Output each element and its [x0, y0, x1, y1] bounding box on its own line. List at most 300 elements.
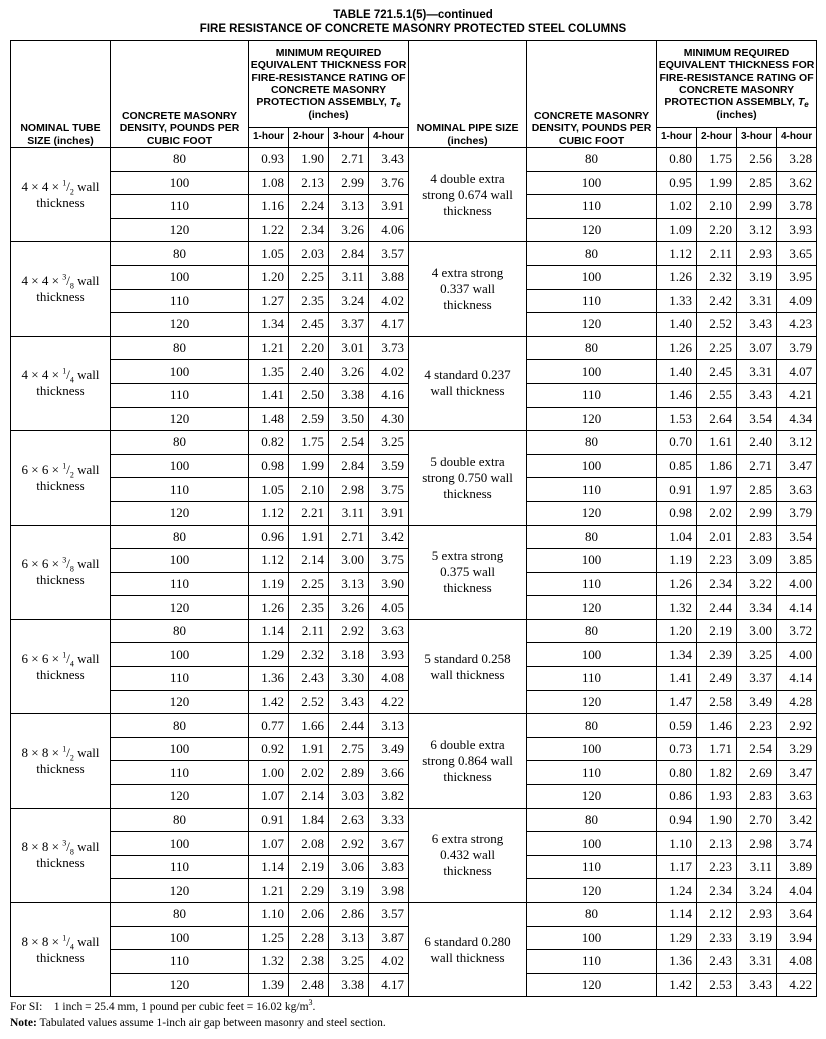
thickness-cell: 1.42: [657, 973, 697, 997]
thickness-cell: 1.35: [249, 360, 289, 384]
thickness-cell: 3.24: [329, 289, 369, 313]
pipe-size-cell: 4 double extra strong 0.674 wall thickness: [409, 148, 527, 242]
header-tube-size: NOMINAL TUBE SIZE (inches): [11, 41, 111, 148]
density-cell: 80: [111, 336, 249, 360]
thickness-cell: 1.07: [249, 785, 289, 809]
tube-size-denominator: 2: [69, 470, 74, 480]
header-thickness-var: T: [797, 96, 805, 109]
density-cell: 110: [527, 950, 657, 974]
density-cell: 120: [111, 407, 249, 431]
thickness-cell: 1.46: [697, 714, 737, 738]
thickness-cell: 1.04: [657, 525, 697, 549]
tube-size-numerator: 1: [62, 367, 67, 377]
thickness-cell: 1.14: [249, 855, 289, 879]
thickness-cell: 4.09: [777, 289, 817, 313]
pipe-size-cell: 6 extra strong 0.432 wall thickness: [409, 808, 527, 902]
thickness-cell: 4.00: [777, 572, 817, 596]
thickness-cell: 0.98: [249, 454, 289, 478]
thickness-cell: 3.31: [737, 289, 777, 313]
thickness-cell: 2.42: [697, 289, 737, 313]
density-cell: 110: [111, 761, 249, 785]
density-cell: 80: [527, 336, 657, 360]
thickness-cell: 1.12: [249, 501, 289, 525]
thickness-cell: 3.54: [737, 407, 777, 431]
thickness-cell: 4.17: [369, 313, 409, 337]
fraction-slash: /: [66, 839, 70, 855]
thickness-cell: 1.42: [249, 690, 289, 714]
thickness-cell: 1.24: [657, 879, 697, 903]
thickness-cell: 3.75: [369, 478, 409, 502]
thickness-cell: 0.59: [657, 714, 697, 738]
tube-size-base: 8 × 8 ×: [21, 839, 63, 855]
thickness-cell: 3.43: [329, 690, 369, 714]
thickness-cell: 3.90: [369, 572, 409, 596]
density-cell: 120: [527, 218, 657, 242]
thickness-cell: 2.24: [289, 195, 329, 219]
tube-size-base: 4 × 4 ×: [21, 178, 63, 194]
thickness-cell: 1.36: [249, 667, 289, 691]
thickness-cell: 3.47: [777, 761, 817, 785]
thickness-cell: 1.05: [249, 242, 289, 266]
tube-size-cell: [11, 903, 111, 997]
thickness-cell: 4.28: [777, 690, 817, 714]
thickness-cell: 2.54: [329, 431, 369, 455]
thickness-cell: 2.20: [289, 336, 329, 360]
thickness-cell: 1.91: [289, 737, 329, 761]
density-cell: 110: [111, 478, 249, 502]
tube-size-tail: wall thickness: [36, 273, 100, 305]
thickness-cell: 2.12: [697, 903, 737, 927]
density-cell: 120: [111, 879, 249, 903]
density-cell: 100: [111, 265, 249, 289]
thickness-cell: 2.85: [737, 171, 777, 195]
thickness-cell: 0.94: [657, 808, 697, 832]
thickness-cell: 1.00: [249, 761, 289, 785]
table-row: [11, 714, 817, 738]
thickness-cell: 2.10: [697, 195, 737, 219]
thickness-cell: 2.86: [329, 903, 369, 927]
table-row: [11, 525, 817, 549]
thickness-cell: 3.79: [777, 501, 817, 525]
thickness-cell: 1.99: [697, 171, 737, 195]
thickness-cell: 2.92: [777, 714, 817, 738]
header-thickness-sub: e: [396, 100, 401, 110]
thickness-cell: 3.18: [329, 643, 369, 667]
tube-size-cell: [11, 714, 111, 808]
tube-size-cell: [11, 148, 111, 242]
thickness-cell: 1.90: [697, 808, 737, 832]
fraction-slash: /: [66, 273, 70, 289]
thickness-cell: 2.13: [697, 832, 737, 856]
thickness-cell: 2.32: [289, 643, 329, 667]
thickness-cell: 3.13: [329, 195, 369, 219]
thickness-cell: 3.43: [737, 973, 777, 997]
thickness-cell: 4.23: [777, 313, 817, 337]
thickness-cell: 3.78: [777, 195, 817, 219]
tube-size-tail: wall thickness: [36, 839, 100, 871]
density-cell: 80: [527, 714, 657, 738]
density-cell: 100: [111, 643, 249, 667]
table-header: [11, 41, 817, 148]
thickness-cell: 0.77: [249, 714, 289, 738]
thickness-cell: 3.63: [777, 478, 817, 502]
density-cell: 100: [111, 454, 249, 478]
thickness-cell: 3.07: [737, 336, 777, 360]
thickness-cell: 1.75: [289, 431, 329, 455]
density-cell: 80: [527, 903, 657, 927]
thickness-cell: 1.41: [249, 383, 289, 407]
thickness-cell: 2.40: [289, 360, 329, 384]
table-row: [11, 619, 817, 643]
thickness-cell: 1.97: [697, 478, 737, 502]
density-cell: 80: [527, 619, 657, 643]
density-cell: 80: [527, 431, 657, 455]
thickness-cell: 1.08: [249, 171, 289, 195]
thickness-cell: 3.98: [369, 879, 409, 903]
tube-size-tail: wall thickness: [36, 744, 100, 776]
thickness-cell: 0.92: [249, 737, 289, 761]
thickness-cell: 0.70: [657, 431, 697, 455]
thickness-cell: 1.86: [697, 454, 737, 478]
thickness-cell: 2.33: [697, 926, 737, 950]
thickness-cell: 1.05: [249, 478, 289, 502]
density-cell: 120: [111, 785, 249, 809]
thickness-cell: 3.59: [369, 454, 409, 478]
thickness-cell: 2.23: [697, 855, 737, 879]
pipe-size-cell: 5 extra strong 0.375 wall thickness: [409, 525, 527, 619]
thickness-cell: 2.39: [697, 643, 737, 667]
thickness-cell: 3.57: [369, 903, 409, 927]
thickness-cell: 3.67: [369, 832, 409, 856]
thickness-cell: 3.31: [737, 360, 777, 384]
thickness-cell: 1.75: [697, 148, 737, 172]
thickness-cell: 1.26: [657, 265, 697, 289]
thickness-cell: 3.63: [777, 785, 817, 809]
thickness-cell: 4.04: [777, 879, 817, 903]
density-cell: 100: [111, 737, 249, 761]
thickness-cell: 3.22: [737, 572, 777, 596]
thickness-cell: 2.01: [697, 525, 737, 549]
thickness-cell: 1.21: [249, 879, 289, 903]
thickness-cell: 2.98: [329, 478, 369, 502]
thickness-cell: 1.34: [657, 643, 697, 667]
thickness-cell: 3.30: [329, 667, 369, 691]
thickness-cell: 1.84: [289, 808, 329, 832]
thickness-cell: 2.52: [289, 690, 329, 714]
thickness-cell: 2.08: [289, 832, 329, 856]
thickness-cell: 1.12: [657, 242, 697, 266]
thickness-cell: 3.12: [737, 218, 777, 242]
thickness-cell: 2.44: [697, 596, 737, 620]
thickness-cell: 1.27: [249, 289, 289, 313]
thickness-cell: 3.00: [737, 619, 777, 643]
tube-size-numerator: 1: [62, 933, 67, 943]
thickness-cell: 0.95: [657, 171, 697, 195]
density-cell: 100: [111, 171, 249, 195]
thickness-cell: 3.11: [329, 265, 369, 289]
thickness-cell: 3.26: [329, 596, 369, 620]
thickness-cell: 3.93: [369, 643, 409, 667]
thickness-cell: 3.37: [329, 313, 369, 337]
density-cell: 120: [111, 596, 249, 620]
thickness-cell: 2.64: [697, 407, 737, 431]
density-cell: 120: [111, 690, 249, 714]
pipe-size-cell: 4 extra strong 0.337 wall thickness: [409, 242, 527, 336]
density-cell: 110: [111, 289, 249, 313]
thickness-cell: 1.71: [697, 737, 737, 761]
thickness-cell: 0.91: [249, 808, 289, 832]
thickness-cell: 3.62: [777, 171, 817, 195]
thickness-cell: 1.26: [657, 336, 697, 360]
header-thickness-sub: e: [804, 100, 809, 110]
density-cell: 100: [527, 737, 657, 761]
tube-size-cell: [11, 808, 111, 902]
thickness-cell: 2.48: [289, 973, 329, 997]
thickness-cell: 1.17: [657, 855, 697, 879]
thickness-cell: 3.43: [737, 313, 777, 337]
density-cell: 80: [111, 714, 249, 738]
thickness-cell: 1.48: [249, 407, 289, 431]
tube-size-denominator: 4: [69, 376, 74, 386]
table-row: [11, 242, 817, 266]
header-thickness-unit: (inches): [308, 108, 349, 121]
thickness-cell: 1.66: [289, 714, 329, 738]
thickness-cell: 1.14: [657, 903, 697, 927]
tube-size-cell: [11, 242, 111, 336]
thickness-cell: 2.43: [289, 667, 329, 691]
thickness-cell: 1.02: [657, 195, 697, 219]
thickness-cell: 2.75: [329, 737, 369, 761]
thickness-cell: 1.40: [657, 360, 697, 384]
density-cell: 100: [527, 926, 657, 950]
density-cell: 100: [111, 926, 249, 950]
thickness-cell: 2.71: [329, 148, 369, 172]
thickness-cell: 1.22: [249, 218, 289, 242]
thickness-cell: 3.75: [369, 549, 409, 573]
header-hour-right: 3-hour: [737, 128, 777, 148]
table-title: TABLE 721.5.1(5)—continued: [333, 9, 493, 21]
header-density-right: CONCRETE MASONRY DENSITY, POUNDS PER CUBIC FOOT: [527, 41, 657, 148]
density-cell: 120: [527, 407, 657, 431]
thickness-cell: 1.10: [249, 903, 289, 927]
thickness-cell: 2.11: [697, 242, 737, 266]
thickness-cell: 3.42: [777, 808, 817, 832]
thickness-cell: 2.54: [737, 737, 777, 761]
tube-size-base: 6 × 6 ×: [21, 461, 63, 477]
thickness-cell: 1.91: [289, 525, 329, 549]
thickness-cell: 2.19: [289, 855, 329, 879]
density-cell: 120: [111, 218, 249, 242]
thickness-cell: 2.19: [697, 619, 737, 643]
thickness-cell: 3.12: [777, 431, 817, 455]
density-cell: 110: [111, 383, 249, 407]
header-pipe-size: NOMINAL PIPE SIZE (inches): [409, 41, 527, 148]
thickness-cell: 3.65: [777, 242, 817, 266]
tube-size-denominator: 8: [69, 281, 74, 291]
thickness-cell: 2.23: [737, 714, 777, 738]
thickness-cell: 3.79: [777, 336, 817, 360]
tube-size-numerator: 1: [62, 178, 67, 188]
thickness-cell: 4.06: [369, 218, 409, 242]
tube-size-denominator: 4: [69, 942, 74, 952]
thickness-cell: 3.49: [369, 737, 409, 761]
density-cell: 120: [527, 596, 657, 620]
thickness-cell: 1.26: [657, 572, 697, 596]
density-cell: 120: [527, 785, 657, 809]
density-cell: 100: [527, 643, 657, 667]
thickness-cell: 1.19: [657, 549, 697, 573]
density-cell: 110: [111, 950, 249, 974]
thickness-cell: 2.02: [289, 761, 329, 785]
tube-size-denominator: 8: [69, 847, 74, 857]
thickness-cell: 4.22: [777, 973, 817, 997]
tube-size-tail: wall thickness: [36, 650, 100, 682]
density-cell: 100: [527, 832, 657, 856]
density-cell: 100: [527, 360, 657, 384]
thickness-cell: 3.47: [777, 454, 817, 478]
density-cell: 110: [527, 383, 657, 407]
tube-size-cell: [11, 336, 111, 430]
thickness-cell: 4.02: [369, 950, 409, 974]
pipe-size-cell: 5 double extra strong 0.750 wall thickness: [409, 431, 527, 525]
thickness-cell: 3.38: [329, 383, 369, 407]
thickness-cell: 2.21: [289, 501, 329, 525]
thickness-cell: 4.14: [777, 596, 817, 620]
table-row: [11, 903, 817, 927]
header-hour-right: 4-hour: [777, 128, 817, 148]
thickness-cell: 4.08: [369, 667, 409, 691]
thickness-cell: 3.74: [777, 832, 817, 856]
density-cell: 110: [111, 572, 249, 596]
density-cell: 120: [527, 973, 657, 997]
thickness-cell: 2.11: [289, 619, 329, 643]
tube-size-base: 4 × 4 ×: [21, 273, 63, 289]
table-row: [11, 431, 817, 455]
pipe-size-cell: 4 standard 0.237 wall thickness: [409, 336, 527, 430]
tube-size-numerator: 3: [62, 555, 67, 565]
thickness-cell: 2.92: [329, 832, 369, 856]
table-row: [11, 336, 817, 360]
density-cell: 100: [527, 171, 657, 195]
thickness-cell: 1.25: [249, 926, 289, 950]
table-caption: [0, 8, 826, 36]
table-body: [11, 148, 817, 997]
thickness-cell: 2.52: [697, 313, 737, 337]
thickness-cell: 3.82: [369, 785, 409, 809]
thickness-cell: 3.57: [369, 242, 409, 266]
thickness-cell: 1.46: [657, 383, 697, 407]
tube-size-numerator: 1: [62, 461, 67, 471]
si-sup: 3: [308, 998, 313, 1008]
thickness-cell: 1.07: [249, 832, 289, 856]
density-cell: 110: [527, 572, 657, 596]
thickness-cell: 3.94: [777, 926, 817, 950]
thickness-cell: 3.19: [737, 926, 777, 950]
thickness-cell: 3.38: [329, 973, 369, 997]
tube-size-cell: [11, 431, 111, 525]
header-thickness-text: MINIMUM REQUIRED EQUIVALENT THICKNESS FOR FIRE-RESISTANCE RATING OF CONCRETE MASONRY PROTECTION ASSEMBLY,: [658, 46, 815, 109]
header-hour-left: 1-hour: [249, 128, 289, 148]
tube-size-denominator: 8: [69, 564, 74, 574]
note-text: Tabulated values assume 1-inch air gap between masonry and steel section.: [36, 1017, 386, 1029]
thickness-cell: 3.37: [737, 667, 777, 691]
thickness-cell: 1.53: [657, 407, 697, 431]
thickness-cell: 3.93: [777, 218, 817, 242]
thickness-cell: 2.58: [697, 690, 737, 714]
tube-size-base: 8 × 8 ×: [21, 933, 63, 949]
thickness-cell: 1.33: [657, 289, 697, 313]
tube-size-base: 6 × 6 ×: [21, 650, 63, 666]
thickness-cell: 2.98: [737, 832, 777, 856]
tube-size-denominator: 2: [69, 753, 74, 763]
tube-size-cell: [11, 525, 111, 619]
thickness-cell: 1.93: [697, 785, 737, 809]
thickness-cell: 2.10: [289, 478, 329, 502]
density-cell: 80: [111, 808, 249, 832]
thickness-cell: 3.33: [369, 808, 409, 832]
thickness-cell: 4.14: [777, 667, 817, 691]
thickness-cell: 3.00: [329, 549, 369, 573]
density-cell: 120: [527, 690, 657, 714]
thickness-cell: 1.47: [657, 690, 697, 714]
density-cell: 110: [527, 667, 657, 691]
density-cell: 80: [111, 242, 249, 266]
density-cell: 110: [527, 289, 657, 313]
thickness-cell: 2.20: [697, 218, 737, 242]
thickness-cell: 3.11: [329, 501, 369, 525]
thickness-cell: 4.02: [369, 289, 409, 313]
header-hour-left: 4-hour: [369, 128, 409, 148]
thickness-cell: 3.72: [777, 619, 817, 643]
thickness-cell: 2.29: [289, 879, 329, 903]
thickness-cell: 2.13: [289, 171, 329, 195]
thickness-cell: 2.63: [329, 808, 369, 832]
si-end: .: [312, 1001, 316, 1013]
density-cell: 120: [527, 501, 657, 525]
thickness-cell: 2.50: [289, 383, 329, 407]
thickness-cell: 3.29: [777, 737, 817, 761]
thickness-cell: 1.09: [657, 218, 697, 242]
tube-size-numerator: 1: [62, 650, 67, 660]
density-cell: 80: [111, 903, 249, 927]
density-cell: 80: [527, 525, 657, 549]
header-density-left: CONCRETE MASONRY DENSITY, POUNDS PER CUBIC FOOT: [111, 41, 249, 148]
thickness-cell: 3.83: [369, 855, 409, 879]
thickness-cell: 1.26: [249, 596, 289, 620]
pipe-size-cell: 6 double extra strong 0.864 wall thickness: [409, 714, 527, 808]
thickness-cell: 3.01: [329, 336, 369, 360]
thickness-cell: 4.30: [369, 407, 409, 431]
note-label: Note:: [10, 1017, 37, 1029]
density-cell: 110: [111, 667, 249, 691]
tube-size-numerator: 1: [62, 744, 67, 754]
thickness-cell: 2.49: [697, 667, 737, 691]
thickness-cell: 3.24: [737, 879, 777, 903]
thickness-cell: 3.76: [369, 171, 409, 195]
thickness-cell: 1.41: [657, 667, 697, 691]
thickness-cell: 2.06: [289, 903, 329, 927]
thickness-cell: 4.02: [369, 360, 409, 384]
table-subtitle: FIRE RESISTANCE OF CONCRETE MASONRY PROTECTED STEEL COLUMNS: [199, 23, 627, 35]
thickness-cell: 2.93: [737, 903, 777, 927]
thickness-cell: 4.07: [777, 360, 817, 384]
thickness-cell: 2.34: [289, 218, 329, 242]
fraction-slash: /: [66, 178, 70, 194]
thickness-cell: 2.32: [697, 265, 737, 289]
pipe-size-cell: 6 standard 0.280 wall thickness: [409, 903, 527, 997]
thickness-cell: 0.86: [657, 785, 697, 809]
thickness-cell: 3.25: [369, 431, 409, 455]
